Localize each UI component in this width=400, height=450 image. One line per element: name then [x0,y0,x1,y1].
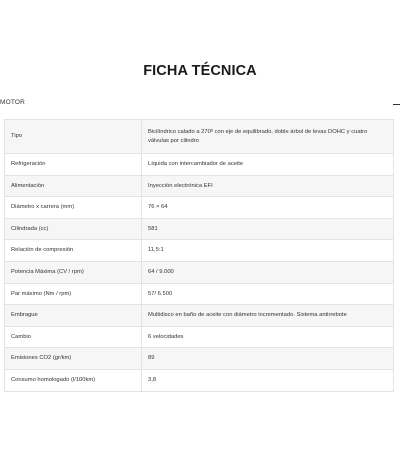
table-row [5,240,394,262]
table-row [5,120,394,154]
spec-label: Diámetro x carrera (mm) [5,197,142,219]
table-row [5,369,394,391]
table-row [5,326,394,348]
section-label: MOTOR [0,99,26,106]
spec-value: 64 / 9.000 [142,261,394,283]
spec-label: Alimentación [5,175,142,197]
spec-value: 11,5:1 [142,240,394,262]
page-title: FICHA TÉCNICA [143,63,257,79]
spec-label: Cambio [5,326,142,348]
spec-value: 76 × 64 [142,197,394,219]
spec-label: Relación de compresión [5,240,142,262]
spec-value: 57/ 6.500 [142,283,394,305]
table-row [5,154,394,176]
spec-label: Par máximo (Nm / rpm) [5,283,142,305]
table-row [5,283,394,305]
spec-label: Potencia Máxima (CV / rpm) [5,261,142,283]
table-row [5,218,394,240]
spec-label: Embrague [5,305,142,327]
spec-label: Consumo homologado (l/100km) [5,369,142,391]
spec-label: Refrigeración [5,154,142,176]
spec-value: 581 [142,218,394,240]
table-row [5,348,394,370]
table-row [5,197,394,219]
spec-value: Multidisco en baño de aceite con diámetro incrementado. Sistema antirrebote [142,305,394,327]
table-row [5,261,394,283]
spec-value: Bicilíndrico calado a 270º con eje de equilibrado, doble árbol de levas DOHC y cuatro válvulas por cilindro [142,120,394,154]
table-row [5,175,394,197]
spec-label: Cilindrada (cc) [5,218,142,240]
spec-table [4,119,394,392]
spec-label: Tipo [5,120,142,154]
spec-label: Emisiones CO2 (gr/km) [5,348,142,370]
spec-value: Inyección electrónica EFI [142,175,394,197]
spec-value: 6 velocidades [142,326,394,348]
table-row [5,305,394,327]
minus-icon[interactable] [393,100,400,108]
spec-value: 3,8 [142,369,394,391]
spec-value: 89 [142,348,394,370]
section-header-motor[interactable] [0,98,400,112]
spec-value: Líquida con intercambiador de aceite [142,154,394,176]
